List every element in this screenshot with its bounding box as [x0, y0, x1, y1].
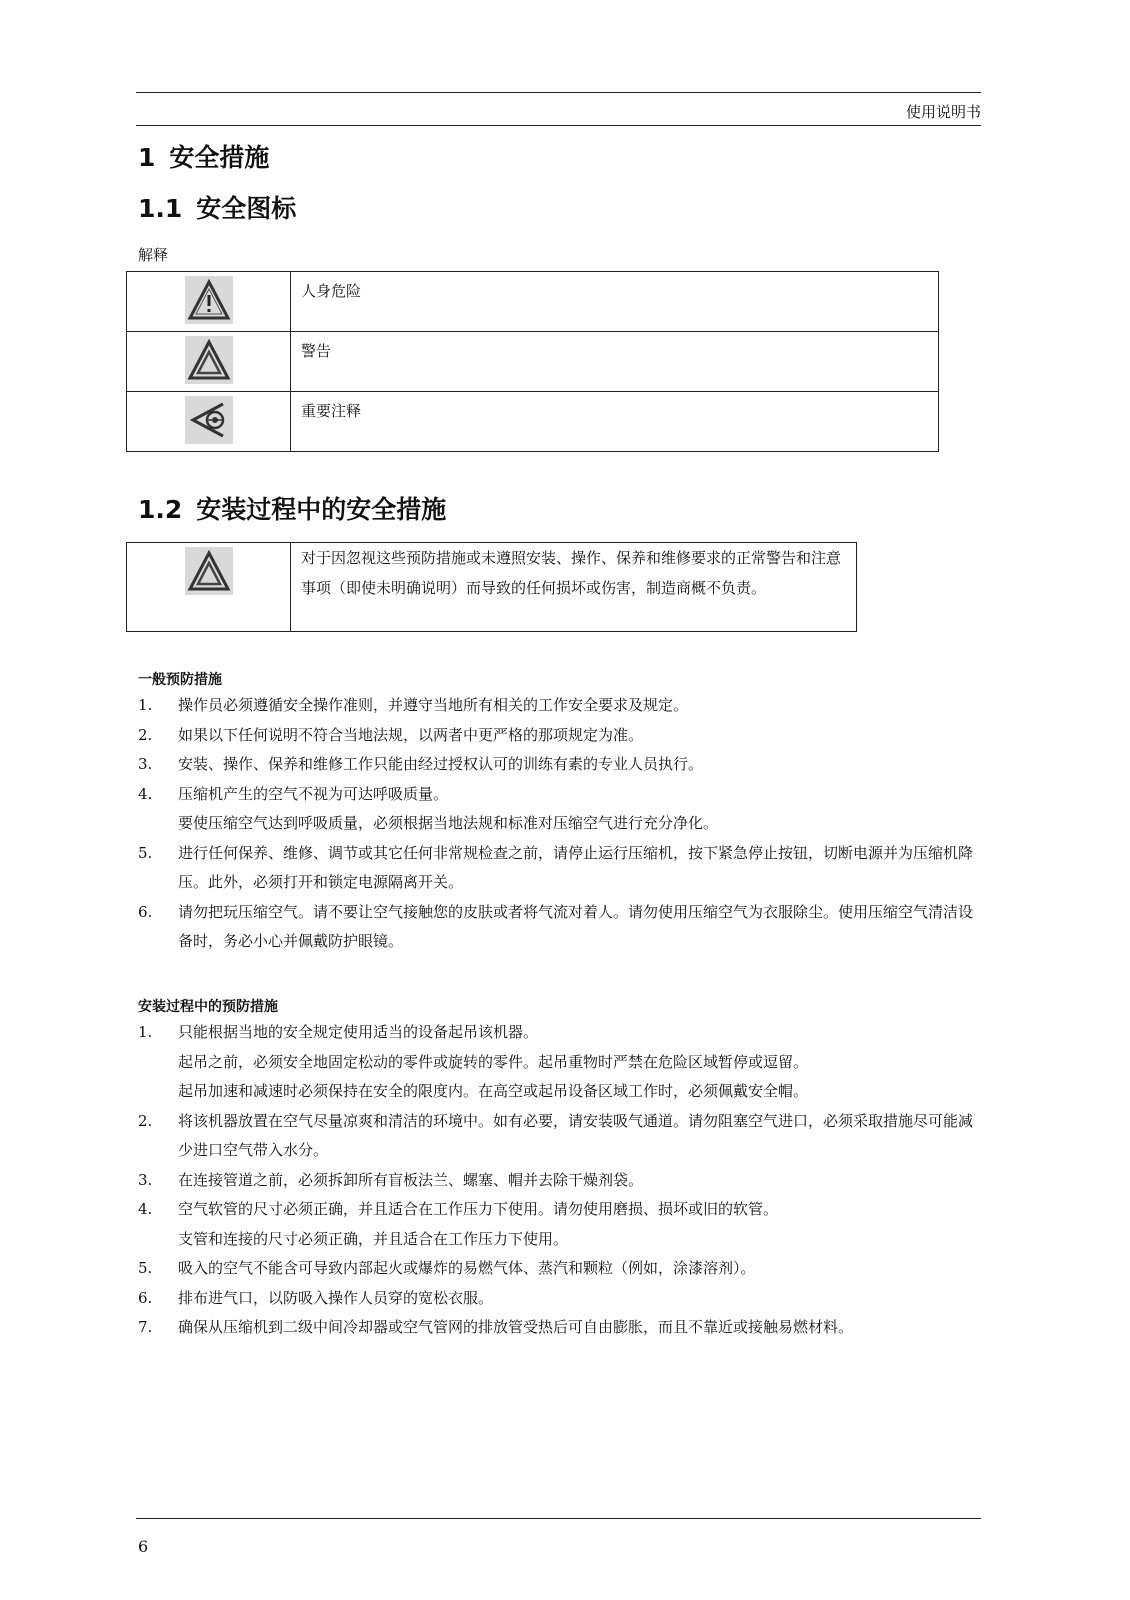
item-number: 5.: [138, 843, 153, 862]
section-title: 安全措施: [169, 143, 270, 172]
item-text-line: 确保从压缩机到二级中间冷却器或空气管网的排放管受热后可自由膨胀，而且不靠近或接触易燃材料。: [178, 1318, 854, 1336]
section-1-2-heading: [138, 490, 446, 526]
item-text: [178, 1018, 983, 1107]
item-number: 3.: [138, 755, 153, 773]
disclaimer-icon-cell: [127, 543, 291, 632]
section-title: 安装过程中的安全措施: [196, 495, 447, 524]
item-text-line: 将该机器放置在空气尽量凉爽和清洁的环境中。如有必要，请安装吸气通道。请勿阻塞空气进口，必须采取措施尽可能减少进口空气带入水分。: [178, 1111, 974, 1159]
item-text-line: 排布进气口，以防吸入操作人员穿的宽松衣服。: [178, 1288, 494, 1307]
list-item: [138, 839, 983, 898]
item-number: 1.: [138, 1023, 153, 1041]
item-text-line: 只能根据当地的安全规定使用适当的设备起吊该机器。: [178, 1023, 539, 1041]
item-text-line: 空气软管的尺寸必须正确，并且适合在工作压力下使用。请勿使用磨损、损坏或旧的软管。: [178, 1200, 779, 1218]
header-bottom-rule: [136, 125, 981, 126]
symbol-description: 警告: [291, 332, 939, 392]
header-top-rule: [136, 92, 981, 93]
legend-label: 解释: [138, 246, 169, 264]
warning-triangle-icon: [185, 547, 233, 595]
list-item: [138, 1166, 983, 1196]
list-item: [138, 1107, 983, 1166]
symbol-description: 人身危险: [291, 272, 939, 332]
section-1-heading: [138, 138, 269, 174]
list-item: [138, 898, 983, 957]
list-item: [138, 750, 983, 780]
item-text-line: 操作员必须遵循安全操作准则，并遵守当地所有相关的工作安全要求及规定。: [178, 696, 689, 714]
item-number: 2.: [138, 1111, 153, 1130]
item-text: [178, 1254, 983, 1284]
list-item: [138, 1254, 983, 1284]
section-number: 1: [138, 143, 156, 172]
list-item: [138, 780, 983, 839]
list-item: [138, 691, 983, 721]
table-row: [127, 543, 857, 632]
section-number: 1.1: [138, 194, 183, 223]
disclaimer-text: 对于因忽视这些预防措施或未遵照安装、操作、保养和维修要求的正常警告和注意事项（即使未明确说明）而导致的任何损坏或伤害，制造商概不负责。: [291, 543, 857, 632]
item-number: 2.: [138, 725, 153, 744]
item-text: [178, 721, 983, 751]
list-item: [138, 721, 983, 751]
warning-triangle-icon: [185, 336, 233, 384]
item-number: 5.: [138, 1259, 153, 1277]
symbol-icon-cell: [127, 272, 291, 332]
list-item: [138, 1284, 983, 1314]
item-number: 6.: [138, 902, 153, 921]
item-text-line: 压缩机产生的空气不视为可达呼吸质量。: [178, 784, 449, 803]
symbol-description: 重要注释: [291, 392, 939, 452]
item-text: [178, 1313, 983, 1343]
footer-rule: [136, 1518, 981, 1519]
item-text: [178, 898, 983, 957]
symbol-icon-cell: [127, 332, 291, 392]
general-precautions-list: [138, 691, 983, 957]
item-number: 1.: [138, 696, 153, 714]
section-1-1-heading: [138, 189, 296, 225]
list-item: [138, 1313, 983, 1343]
item-text: [178, 780, 983, 839]
item-number: 4.: [138, 784, 153, 803]
item-text-line: 支管和连接的尺寸必须正确，并且适合在工作压力下使用。: [178, 1229, 569, 1248]
item-text: [178, 691, 983, 721]
item-text-line: 要使压缩空气达到呼吸质量，必须根据当地法规和标准对压缩空气进行充分净化。: [178, 814, 719, 832]
item-text: [178, 1195, 983, 1254]
table-row: [127, 332, 939, 392]
item-number: 6.: [138, 1288, 153, 1307]
list-item: [138, 1195, 983, 1254]
general-precautions-title: 一般预防措施: [138, 672, 222, 688]
danger-exclamation-triangle-icon: [185, 276, 233, 324]
table-row: [127, 272, 939, 332]
symbol-icon-cell: [127, 392, 291, 452]
item-text-line: 进行任何保养、维修、调节或其它任何非常规检查之前，请停止运行压缩机，按下紧急停止按钮，切断电源并为压缩机降压。此外，必须打开和锁定电源隔离开关。: [178, 843, 974, 891]
section-title: 安全图标: [196, 194, 297, 223]
item-number: 3.: [138, 1170, 153, 1189]
header-title: 使用说明书: [905, 103, 981, 121]
item-text-line: 起吊之前，必须安全地固定松动的零件或旋转的零件。起吊重物时严禁在危险区域暂停或逗留。: [178, 1052, 809, 1071]
item-number: 4.: [138, 1200, 153, 1218]
item-text-line: 请勿把玩压缩空气。请不要让空气接触您的皮肤或者将气流对着人。请勿使用压缩空气为衣服除尘。使用压缩空气清洁设备时，务必小心并佩戴防护眼镜。: [178, 902, 974, 950]
item-text: [178, 839, 983, 898]
install-precautions-list: [138, 1018, 983, 1343]
page-number: 6: [138, 1537, 149, 1556]
item-text: [178, 1107, 983, 1166]
table-row: [127, 392, 939, 452]
item-text: [178, 1284, 983, 1314]
install-precautions-title: 安装过程中的预防措施: [138, 999, 278, 1015]
important-eye-note-icon: [185, 396, 233, 444]
item-text: [178, 1166, 983, 1196]
item-text-line: 起吊加速和减速时必须保持在安全的限度内。在高空或起吊设备区域工作时，必须佩戴安全帽。: [178, 1082, 809, 1100]
item-text: [178, 750, 983, 780]
item-text-line: 在连接管道之前，必须拆卸所有盲板法兰、螺塞、帽并去除干燥剂袋。: [178, 1170, 644, 1189]
symbol-legend-table: [126, 271, 939, 452]
item-text-line: 如果以下任何说明不符合当地法规，以两者中更严格的那项规定为准。: [178, 725, 644, 744]
disclaimer-table: [126, 542, 857, 632]
item-text-line: 吸入的空气不能含可导致内部起火或爆炸的易燃气体、蒸汽和颗粒（例如，涂漆溶剂）。: [178, 1259, 756, 1277]
list-item: [138, 1018, 983, 1107]
item-text-line: 安装、操作、保养和维修工作只能由经过授权认可的训练有素的专业人员执行。: [178, 755, 704, 773]
item-number: 7.: [138, 1318, 153, 1336]
section-number: 1.2: [138, 495, 183, 524]
